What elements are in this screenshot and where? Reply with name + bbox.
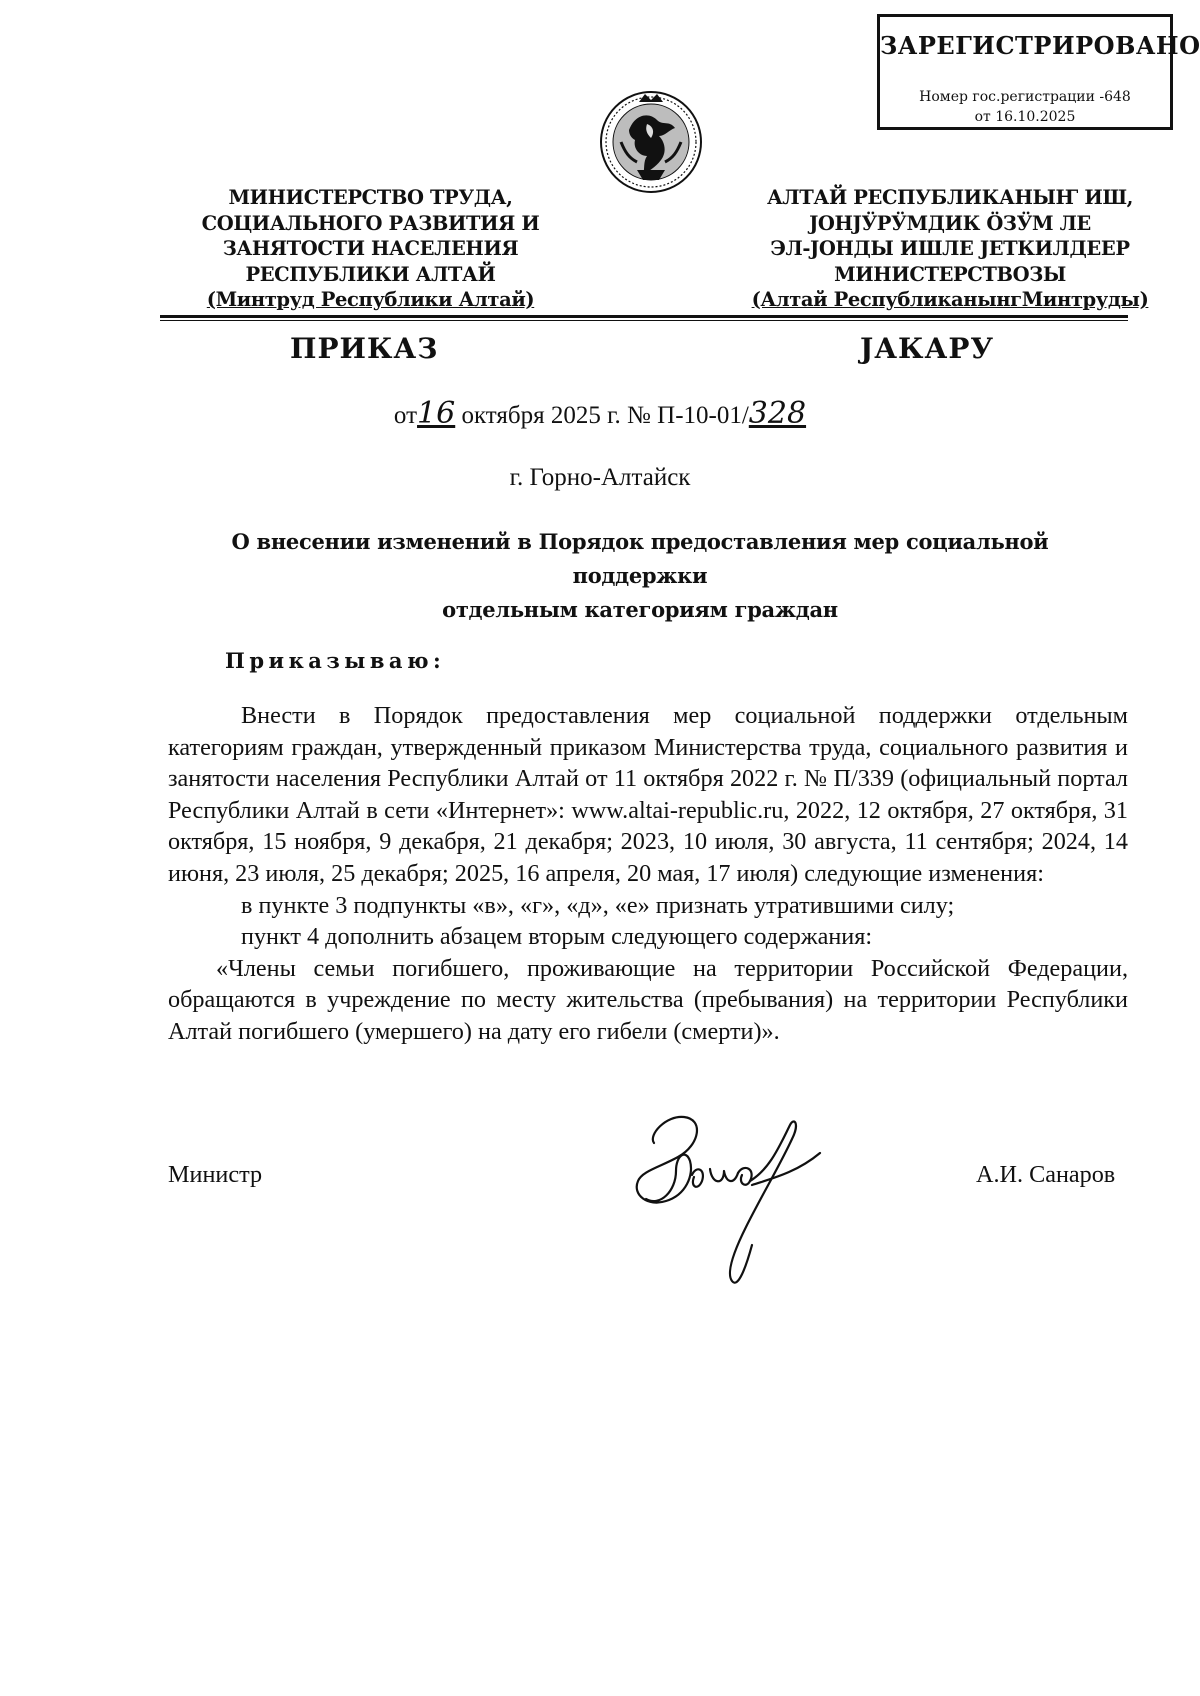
- header-left-line-2: СОЦИАЛЬНОГО РАЗВИТИЯ И: [201, 211, 540, 235]
- order-subject-line-2: отдельным категориям граждан: [442, 597, 838, 622]
- header-divider-thick: [160, 315, 1128, 318]
- body-paragraph-1: Внести в Порядок предоставления мер социальной поддержки отдельным категориям граждан, утвержденный приказом Министерства труда, социального развития и занятости населения Республики Алтай от 11 октября 2022 г. № П/339 (официальный портал Республики Алтай в сети «Интернет»: www.altai-republic.ru, 2022, 12 октября, 27 октября, 31 октября, 15 ноября, 9 декабря, 21 декабря; 2023, 10 июля, 30 августа, 11 сентября; 2024, 14 июня, 23 июля, 25 декабря; 2025, 16 апреля, 20 мая, 17 июля) следующие изменения:: [168, 702, 1128, 887]
- order-subject: [180, 525, 1100, 627]
- handwritten-order-number: 328: [748, 396, 807, 431]
- header-right-line-4: МИНИСТЕРСТВОЗЫ: [834, 262, 1066, 286]
- order-subject-line-1: О внесении изменений в Порядок предоставления мер социальной поддержки: [231, 529, 1049, 588]
- date-prefix: от: [393, 402, 418, 429]
- header-divider-thin: [160, 320, 1128, 321]
- header-right-line-1: АЛТАЙ РЕСПУБЛИКАНЫҤ ИШ,: [766, 186, 1134, 209]
- header-left-line-4: РЕСПУБЛИКИ АЛТАЙ: [245, 262, 496, 286]
- order-body: [168, 700, 1128, 1048]
- handwritten-day: 16: [417, 396, 456, 431]
- date-and-number: октября 2025 г. № П-10-01/: [461, 402, 749, 429]
- ordering-word: Приказываю:: [225, 648, 446, 673]
- ministry-header-russian: [168, 185, 573, 313]
- stamp-date: от 16.10.2025: [974, 109, 1076, 125]
- header-left-abbreviation: (Минтруд Республики Алтай): [206, 288, 535, 311]
- header-left-line-3: ЗАНЯТОСТИ НАСЕЛЕНИЯ: [222, 237, 519, 260]
- body-paragraph-3: пункт 4 дополнить абзацем вторым следующего содержания:: [241, 923, 873, 951]
- city: г. Горно-Алтайск: [509, 464, 691, 491]
- header-left-line-1: МИНИСТЕРСТВО ТРУДА,: [228, 186, 513, 209]
- signatory-name: А.И. Санаров: [976, 1161, 1116, 1188]
- header-right-line-3: ЭЛ-ЈОНДЫ ИШЛЕ ЈЕТКИЛДЕЕР: [770, 237, 1130, 260]
- header-right-abbreviation: (Алтай РеспубликанынгМинтруды): [751, 288, 1149, 311]
- republic-altai-emblem-icon: [599, 90, 703, 194]
- order-title-russian: ПРИКАЗ: [290, 332, 439, 365]
- body-paragraph-2: в пункте 3 подпункты «в», «г», «д», «е» признать утратившими силу;: [241, 891, 955, 919]
- stamp-details: [880, 87, 1170, 127]
- handwritten-signature-icon: [620, 1095, 840, 1300]
- order-title-altai: ЈАКАРУ: [860, 332, 995, 365]
- signatory-position: Министр: [168, 1161, 263, 1188]
- registration-stamp: [877, 14, 1200, 130]
- order-date-line: [0, 396, 1200, 431]
- body-paragraph-4: «Члены семьи погибшего, проживающие на территории Российской Федерации, обращаются в учреждение по месту жительства (пребывания) на территории Республики Алтай погибшего (умершего) на дату его гибели (смерти)».: [168, 954, 1128, 1045]
- header-right-line-2: ЈОНЈӰРӰМДИК ӦЗӰМ ЛЕ: [809, 211, 1091, 235]
- stamp-number: Номер гос.регистрации -648: [919, 89, 1131, 105]
- ministry-header-altai: [740, 185, 1160, 313]
- stamp-title: ЗАРЕГИСТРИРОВАНО: [880, 31, 1200, 60]
